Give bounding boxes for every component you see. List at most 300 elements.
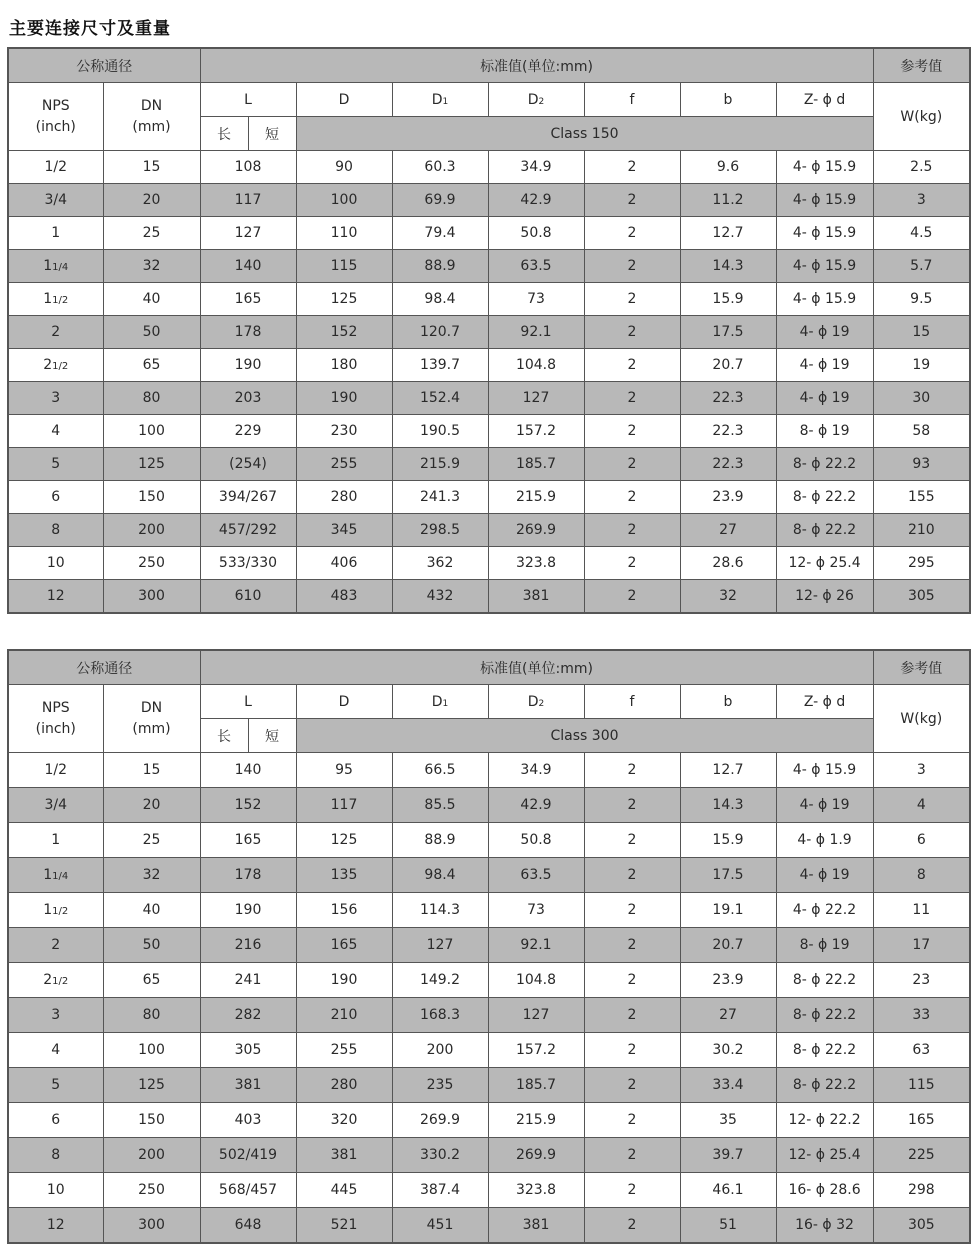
- table-row: [8, 823, 970, 858]
- nps-whole: 1: [43, 902, 53, 918]
- table-row: [8, 788, 970, 823]
- W-cell: 63: [873, 1033, 970, 1068]
- dn-unit: (mm): [132, 118, 171, 135]
- D2-cell: 92.1: [488, 316, 584, 349]
- f-cell: 2: [584, 1138, 680, 1173]
- nps-cell: 3/4: [8, 788, 103, 823]
- f-cell: 2: [584, 415, 680, 448]
- D-cell: 406: [296, 547, 392, 580]
- L-cell: 178: [200, 858, 296, 893]
- table-row: [8, 547, 970, 580]
- D1-cell: 88.9: [392, 823, 488, 858]
- table-row: [8, 184, 970, 217]
- L-cell: 533/330: [200, 547, 296, 580]
- class-300-table: [7, 649, 971, 1244]
- D1-label: D: [431, 91, 443, 108]
- L-cell: 203: [200, 382, 296, 415]
- D2-cell: 269.9: [488, 1138, 584, 1173]
- W-cell: 11: [873, 893, 970, 928]
- f-cell: 2: [584, 316, 680, 349]
- b-header: b: [680, 685, 776, 719]
- D1-header: [392, 83, 488, 117]
- D2-cell: 185.7: [488, 1068, 584, 1103]
- b-header: b: [680, 83, 776, 117]
- dn-cell: 20: [103, 788, 200, 823]
- D1-subscript: 1: [442, 96, 449, 107]
- D2-label: D: [527, 91, 539, 108]
- f-cell: 2: [584, 998, 680, 1033]
- W-cell: 93: [873, 448, 970, 481]
- table-row: [8, 893, 970, 928]
- nps-whole: 2: [43, 972, 53, 988]
- dn-cell: 150: [103, 1103, 200, 1138]
- nps-cell: 10: [8, 1173, 103, 1208]
- dn-unit: (mm): [132, 720, 171, 737]
- dn-cell: 15: [103, 151, 200, 184]
- D2-label: D: [527, 693, 539, 710]
- long-label: 长: [217, 728, 231, 745]
- b-cell: 27: [680, 998, 776, 1033]
- table-row: [8, 316, 970, 349]
- W-cell: 5.7: [873, 250, 970, 283]
- L-cell: 229: [200, 415, 296, 448]
- f-cell: 2: [584, 382, 680, 415]
- table-row: [8, 349, 970, 382]
- bolt-holes-header: Z- ϕ d: [776, 83, 873, 117]
- D-cell: 381: [296, 1138, 392, 1173]
- nps-cell: 12: [8, 580, 103, 614]
- W-cell: 225: [873, 1138, 970, 1173]
- D1-cell: 60.3: [392, 151, 488, 184]
- table-row: [8, 858, 970, 893]
- Z-cell: 4- ϕ 15.9: [776, 283, 873, 316]
- b-cell: 28.6: [680, 547, 776, 580]
- D2-cell: 42.9: [488, 788, 584, 823]
- D2-cell: 127: [488, 998, 584, 1033]
- L-cell: 216: [200, 928, 296, 963]
- nps-unit: (inch): [35, 118, 76, 135]
- nps-fraction: 1/4: [52, 871, 69, 882]
- bolt-holes-header: Z- ϕ d: [776, 685, 873, 719]
- nps-cell: 5: [8, 448, 103, 481]
- dn-cell: 250: [103, 1173, 200, 1208]
- D2-cell: 215.9: [488, 1103, 584, 1138]
- D-cell: 165: [296, 928, 392, 963]
- D1-cell: 235: [392, 1068, 488, 1103]
- nps-label: NPS: [41, 699, 70, 716]
- D2-header: [488, 685, 584, 719]
- dn-cell: 50: [103, 316, 200, 349]
- D-cell: 190: [296, 963, 392, 998]
- b-cell: 22.3: [680, 382, 776, 415]
- dn-cell: 65: [103, 963, 200, 998]
- D2-cell: 269.9: [488, 514, 584, 547]
- L-cell: 108: [200, 151, 296, 184]
- W-cell: 6: [873, 823, 970, 858]
- dn-cell: 125: [103, 448, 200, 481]
- f-cell: 2: [584, 963, 680, 998]
- L-cell: (254): [200, 448, 296, 481]
- D1-cell: 79.4: [392, 217, 488, 250]
- header-row-columns: [8, 685, 970, 719]
- D2-cell: 50.8: [488, 217, 584, 250]
- D2-subscript: 2: [538, 698, 545, 709]
- nps-cell: 3: [8, 998, 103, 1033]
- D-cell: 210: [296, 998, 392, 1033]
- dn-cell: 40: [103, 893, 200, 928]
- nps-cell: [8, 963, 103, 998]
- f-cell: 2: [584, 858, 680, 893]
- Z-cell: 8- ϕ 22.2: [776, 481, 873, 514]
- nps-cell: 4: [8, 1033, 103, 1068]
- L-header: L: [200, 83, 296, 117]
- L-cell: 305: [200, 1033, 296, 1068]
- nps-cell: 1/2: [8, 753, 103, 788]
- f-cell: 2: [584, 514, 680, 547]
- b-cell: 22.3: [680, 448, 776, 481]
- L-cell: 190: [200, 893, 296, 928]
- D2-cell: 34.9: [488, 151, 584, 184]
- dn-cell: 125: [103, 1068, 200, 1103]
- b-cell: 23.9: [680, 963, 776, 998]
- Z-cell: 4- ϕ 19: [776, 382, 873, 415]
- f-cell: 2: [584, 1068, 680, 1103]
- length-subheader: [200, 719, 296, 753]
- W-cell: 305: [873, 1208, 970, 1244]
- Z-cell: 12- ϕ 22.2: [776, 1103, 873, 1138]
- D-cell: 152: [296, 316, 392, 349]
- dn-cell: 80: [103, 382, 200, 415]
- L-header: L: [200, 685, 296, 719]
- Z-cell: 12- ϕ 26: [776, 580, 873, 614]
- nps-label: NPS: [41, 97, 70, 114]
- D-cell: 320: [296, 1103, 392, 1138]
- b-cell: 15.9: [680, 823, 776, 858]
- nps-cell: 2: [8, 928, 103, 963]
- long-label: 长: [217, 126, 231, 143]
- class-150-table: [7, 47, 971, 614]
- dn-cell: 80: [103, 998, 200, 1033]
- nps-cell: [8, 349, 103, 382]
- f-cell: 2: [584, 184, 680, 217]
- nps-whole: 1: [43, 258, 53, 274]
- header-row-group: [8, 650, 970, 685]
- Z-cell: 4- ϕ 19: [776, 316, 873, 349]
- f-cell: 2: [584, 753, 680, 788]
- nps-cell: 1: [8, 823, 103, 858]
- D2-cell: 323.8: [488, 1173, 584, 1208]
- D-cell: 180: [296, 349, 392, 382]
- D1-subscript: 1: [442, 698, 449, 709]
- D1-header: [392, 685, 488, 719]
- D1-label: D: [431, 693, 443, 710]
- dn-cell: 150: [103, 481, 200, 514]
- D-cell: 483: [296, 580, 392, 614]
- D-cell: 156: [296, 893, 392, 928]
- nps-cell: 10: [8, 547, 103, 580]
- reference-value-header: 参考值: [873, 650, 970, 685]
- dn-cell: 40: [103, 283, 200, 316]
- length-subheader: [200, 117, 296, 151]
- Z-cell: 12- ϕ 25.4: [776, 547, 873, 580]
- nps-cell: [8, 250, 103, 283]
- b-cell: 32: [680, 580, 776, 614]
- W-cell: 295: [873, 547, 970, 580]
- table-row: [8, 283, 970, 316]
- D1-cell: 190.5: [392, 415, 488, 448]
- D2-cell: 73: [488, 893, 584, 928]
- Z-cell: 16- ϕ 32: [776, 1208, 873, 1244]
- D2-cell: 104.8: [488, 349, 584, 382]
- L-cell: 165: [200, 823, 296, 858]
- table-row: [8, 415, 970, 448]
- D1-cell: 98.4: [392, 283, 488, 316]
- table-row: [8, 514, 970, 547]
- f-cell: 2: [584, 217, 680, 250]
- W-cell: 165: [873, 1103, 970, 1138]
- pressure-class-label: Class 150: [296, 117, 873, 151]
- f-cell: 2: [584, 151, 680, 184]
- nps-whole: 2: [43, 357, 53, 373]
- f-cell: 2: [584, 823, 680, 858]
- D1-cell: 269.9: [392, 1103, 488, 1138]
- nps-whole: 1: [43, 291, 53, 307]
- f-cell: 2: [584, 547, 680, 580]
- D2-cell: 381: [488, 1208, 584, 1244]
- W-cell: 30: [873, 382, 970, 415]
- D1-cell: 120.7: [392, 316, 488, 349]
- D-cell: 255: [296, 1033, 392, 1068]
- D-cell: 135: [296, 858, 392, 893]
- D2-cell: 50.8: [488, 823, 584, 858]
- D2-subscript: 2: [538, 96, 545, 107]
- dn-cell: 100: [103, 415, 200, 448]
- D-cell: 90: [296, 151, 392, 184]
- f-cell: 2: [584, 893, 680, 928]
- D1-cell: 298.5: [392, 514, 488, 547]
- D2-cell: 73: [488, 283, 584, 316]
- Z-cell: 4- ϕ 15.9: [776, 184, 873, 217]
- nps-cell: [8, 858, 103, 893]
- weight-header: W(kg): [873, 685, 970, 753]
- L-cell: 568/457: [200, 1173, 296, 1208]
- D2-cell: 185.7: [488, 448, 584, 481]
- Z-cell: 12- ϕ 25.4: [776, 1138, 873, 1173]
- f-cell: 2: [584, 580, 680, 614]
- b-cell: 11.2: [680, 184, 776, 217]
- nps-cell: 1/2: [8, 151, 103, 184]
- dn-cell: 300: [103, 1208, 200, 1244]
- dn-cell: 65: [103, 349, 200, 382]
- header-row-group: [8, 48, 970, 83]
- L-cell: 190: [200, 349, 296, 382]
- table-row: [8, 1033, 970, 1068]
- f-cell: 2: [584, 283, 680, 316]
- D1-cell: 168.3: [392, 998, 488, 1033]
- D2-cell: 34.9: [488, 753, 584, 788]
- b-cell: 22.3: [680, 415, 776, 448]
- Z-cell: 8- ϕ 22.2: [776, 1068, 873, 1103]
- dn-cell: 20: [103, 184, 200, 217]
- header-row-columns: [8, 83, 970, 117]
- b-cell: 14.3: [680, 250, 776, 283]
- D-cell: 125: [296, 283, 392, 316]
- D1-cell: 69.9: [392, 184, 488, 217]
- nps-cell: 3: [8, 382, 103, 415]
- D-cell: 345: [296, 514, 392, 547]
- Z-cell: 8- ϕ 22.2: [776, 963, 873, 998]
- f-cell: 2: [584, 448, 680, 481]
- table-row: [8, 1208, 970, 1244]
- D-cell: 521: [296, 1208, 392, 1244]
- nps-header: [8, 685, 103, 753]
- f-cell: 2: [584, 349, 680, 382]
- b-cell: 35: [680, 1103, 776, 1138]
- Z-cell: 4- ϕ 15.9: [776, 217, 873, 250]
- L-cell: 648: [200, 1208, 296, 1244]
- f-cell: 2: [584, 1103, 680, 1138]
- table-row: [8, 580, 970, 614]
- dn-label: DN: [140, 699, 163, 716]
- b-cell: 15.9: [680, 283, 776, 316]
- D-cell: 100: [296, 184, 392, 217]
- D1-cell: 149.2: [392, 963, 488, 998]
- nps-cell: [8, 283, 103, 316]
- D1-cell: 387.4: [392, 1173, 488, 1208]
- D1-cell: 362: [392, 547, 488, 580]
- L-cell: 178: [200, 316, 296, 349]
- table-row: [8, 928, 970, 963]
- dn-cell: 200: [103, 1138, 200, 1173]
- W-cell: 8: [873, 858, 970, 893]
- f-cell: 2: [584, 1173, 680, 1208]
- Z-cell: 4- ϕ 15.9: [776, 753, 873, 788]
- f-cell: 2: [584, 928, 680, 963]
- dn-cell: 200: [103, 514, 200, 547]
- weight-header: W(kg): [873, 83, 970, 151]
- nps-unit: (inch): [35, 720, 76, 737]
- short-label: 短: [248, 117, 296, 150]
- L-cell: 394/267: [200, 481, 296, 514]
- dn-cell: 50: [103, 928, 200, 963]
- D1-cell: 85.5: [392, 788, 488, 823]
- standard-value-header: 标准值(单位:mm): [200, 48, 873, 83]
- D-cell: 280: [296, 481, 392, 514]
- D2-cell: 323.8: [488, 547, 584, 580]
- L-cell: 381: [200, 1068, 296, 1103]
- D1-cell: 66.5: [392, 753, 488, 788]
- table-row: [8, 151, 970, 184]
- Z-cell: 8- ϕ 22.2: [776, 448, 873, 481]
- b-cell: 14.3: [680, 788, 776, 823]
- Z-cell: 4- ϕ 19: [776, 788, 873, 823]
- table-row: [8, 481, 970, 514]
- D1-cell: 88.9: [392, 250, 488, 283]
- Z-cell: 8- ϕ 22.2: [776, 1033, 873, 1068]
- table-row: [8, 963, 970, 998]
- Z-cell: 8- ϕ 22.2: [776, 998, 873, 1033]
- W-cell: 2.5: [873, 151, 970, 184]
- L-cell: 241: [200, 963, 296, 998]
- D-cell: 190: [296, 382, 392, 415]
- b-cell: 19.1: [680, 893, 776, 928]
- L-cell: 127: [200, 217, 296, 250]
- D-cell: 255: [296, 448, 392, 481]
- D1-cell: 215.9: [392, 448, 488, 481]
- nominal-size-header: 公称通径: [8, 650, 200, 685]
- L-cell: 165: [200, 283, 296, 316]
- dn-cell: 32: [103, 858, 200, 893]
- b-cell: 46.1: [680, 1173, 776, 1208]
- W-cell: 210: [873, 514, 970, 547]
- short-label: 短: [248, 719, 296, 752]
- f-header: f: [584, 83, 680, 117]
- b-cell: 23.9: [680, 481, 776, 514]
- b-cell: 12.7: [680, 217, 776, 250]
- W-cell: 4.5: [873, 217, 970, 250]
- nps-cell: 12: [8, 1208, 103, 1244]
- standard-value-header: 标准值(单位:mm): [200, 650, 873, 685]
- L-cell: 140: [200, 250, 296, 283]
- pressure-class-label: Class 300: [296, 719, 873, 753]
- D-cell: 110: [296, 217, 392, 250]
- page-title: 主要连接尺寸及重量: [9, 19, 171, 39]
- f-cell: 2: [584, 250, 680, 283]
- nps-fraction: 1/2: [52, 361, 69, 372]
- W-cell: 15: [873, 316, 970, 349]
- nominal-size-header: 公称通径: [8, 48, 200, 83]
- D2-cell: 127: [488, 382, 584, 415]
- D-cell: 445: [296, 1173, 392, 1208]
- D2-header: [488, 83, 584, 117]
- Z-cell: 4- ϕ 19: [776, 858, 873, 893]
- table-row: [8, 250, 970, 283]
- W-cell: 23: [873, 963, 970, 998]
- D2-cell: 92.1: [488, 928, 584, 963]
- W-cell: 115: [873, 1068, 970, 1103]
- L-cell: 282: [200, 998, 296, 1033]
- L-cell: 610: [200, 580, 296, 614]
- nps-cell: 3/4: [8, 184, 103, 217]
- nps-header: [8, 83, 103, 151]
- Z-cell: 16- ϕ 28.6: [776, 1173, 873, 1208]
- nps-fraction: 1/4: [52, 262, 69, 273]
- D2-cell: 215.9: [488, 481, 584, 514]
- dn-cell: 25: [103, 217, 200, 250]
- table-row: [8, 753, 970, 788]
- dn-cell: 25: [103, 823, 200, 858]
- D-cell: 125: [296, 823, 392, 858]
- f-cell: 2: [584, 788, 680, 823]
- dn-cell: 300: [103, 580, 200, 614]
- W-cell: 4: [873, 788, 970, 823]
- table-row: [8, 1068, 970, 1103]
- b-cell: 17.5: [680, 316, 776, 349]
- D-cell: 117: [296, 788, 392, 823]
- b-cell: 51: [680, 1208, 776, 1244]
- b-cell: 30.2: [680, 1033, 776, 1068]
- nps-fraction: 1/2: [52, 906, 69, 917]
- D2-cell: 63.5: [488, 858, 584, 893]
- L-cell: 457/292: [200, 514, 296, 547]
- f-cell: 2: [584, 481, 680, 514]
- D2-cell: 63.5: [488, 250, 584, 283]
- D1-cell: 432: [392, 580, 488, 614]
- b-cell: 12.7: [680, 753, 776, 788]
- dn-header: [103, 83, 200, 151]
- table-row: [8, 448, 970, 481]
- nps-whole: 1: [43, 867, 53, 883]
